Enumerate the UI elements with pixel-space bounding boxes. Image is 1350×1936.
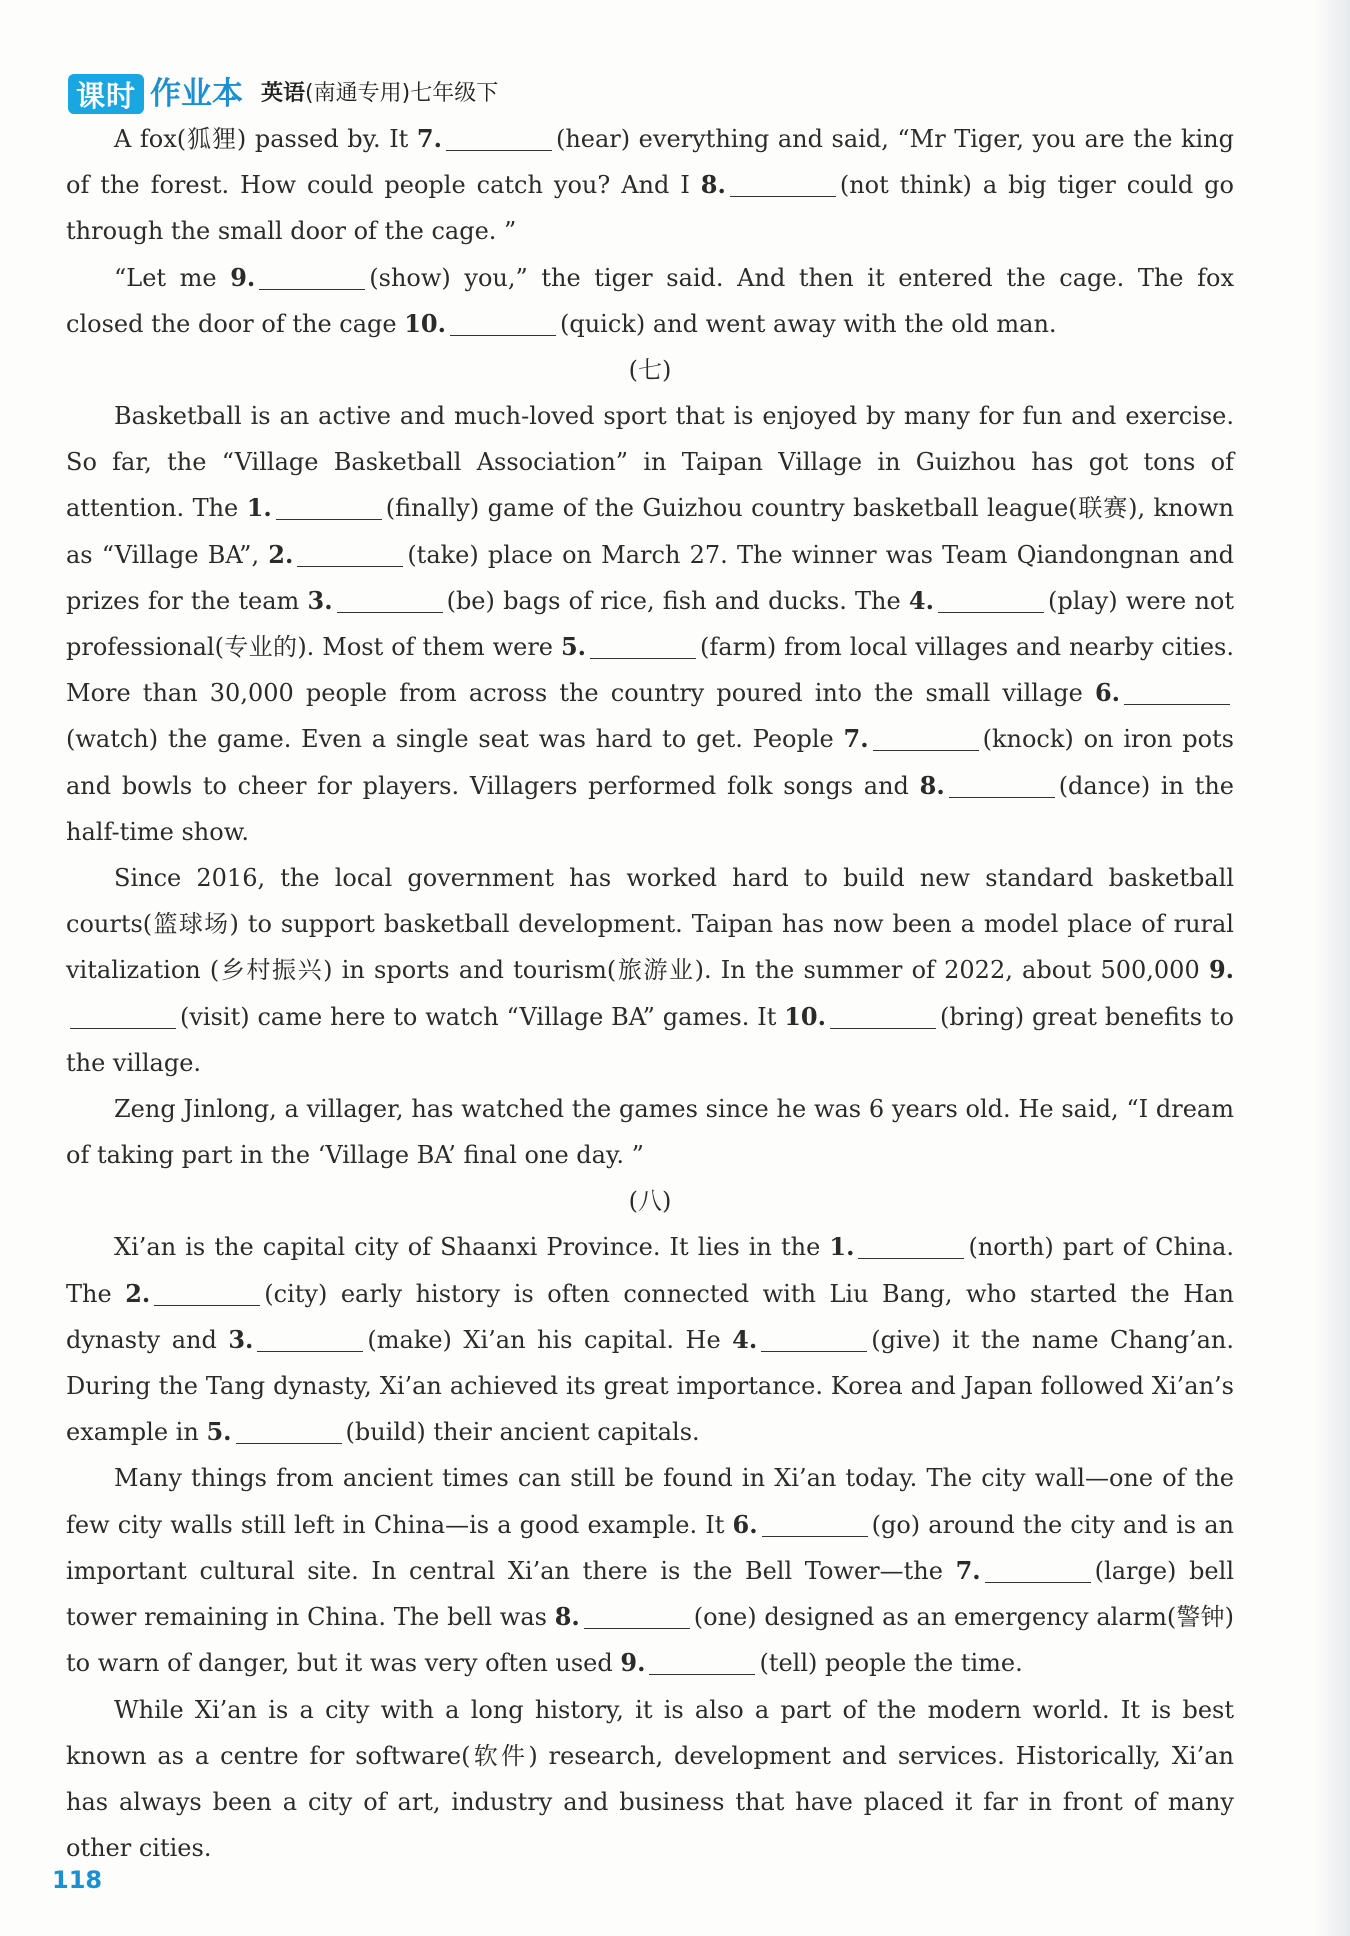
question-number: 10. [784,1001,826,1031]
passage-paragraph [66,1086,1234,1178]
paragraph-text: (one) designed as an emergency alarm(警钟) to warn of danger, but it was very often used [66,1603,1234,1678]
paragraph-text: (knock) on iron pots and bowls to cheer for players. Villagers performed folk songs and [66,725,1234,800]
answer-blank[interactable] [938,610,1044,613]
answer-blank[interactable] [236,1441,342,1444]
paragraph-text: (go) around the city and is an important cultural site. In central Xi’an there is the Bell Tower—the [66,1510,1234,1585]
subject-label [261,74,498,114]
subject-detail: (南通专用)七年级下 [305,81,499,106]
passage-paragraph [66,855,1234,1086]
series-brand: 作业本 [150,76,244,112]
question-number: 6. [1094,678,1120,708]
paragraph-text: (play) were not professional(专业的). Most of them were [66,586,1234,662]
question-number: 5. [560,632,587,662]
question-number: 10. [404,308,446,338]
answer-blank[interactable] [70,1026,176,1029]
paragraph-text: While Xi’an is a city with a long history, it is also a part of the modern world. It is best known as a centre for software(软件) research, development and services. Historically, Xi’an has always been a city of art, industry and business that have placed it far in front of many other cities. [66,1695,1234,1863]
answer-blank[interactable] [584,1626,690,1629]
answer-blank[interactable] [949,795,1055,798]
paragraph-text: (large) bell tower remaining in China. The bell was [66,1556,1234,1632]
paragraph-text: (bring) great benefits to the village. [66,1002,1234,1077]
section-title: (八) [628,1187,672,1216]
section-title: (七) [628,356,672,385]
question-number: 1. [829,1232,855,1262]
question-number: 9. [230,262,256,292]
paragraph-text: (not think) a big tiger could go through the small door of the cage. ” [66,171,1234,246]
paragraph-text: (farm) from local villages and nearby cities. More than 30,000 people from across the country poured into the small village [66,633,1235,708]
paragraph-text: (make) Xi’an his capital. He [367,1325,733,1354]
answer-blank[interactable] [446,148,552,151]
question-number: 3. [228,1324,254,1354]
answer-blank[interactable] [276,517,382,520]
page-header [68,72,498,114]
question-number: 4. [908,585,934,615]
question-number: 8. [700,170,726,200]
answer-blank[interactable] [830,1026,936,1029]
question-number: 1. [246,493,272,523]
question-number: 5. [206,1417,232,1447]
answer-blank[interactable] [985,1580,1091,1583]
passage-paragraph [66,1687,1234,1872]
paragraph-text: Basketball is an active and much-loved sport that is enjoyed by many for fun and exercise. So far, the “Village Basketball Association” in Taipan Village in Guizhou has got tons of attention. The [66,402,1234,523]
exercise-content [66,116,1234,1871]
paragraph-text: Xi’an is the capital city of Shaanxi Province. It lies in the [114,1233,830,1262]
answer-blank[interactable] [1124,702,1230,705]
question-number: 2. [125,1278,151,1308]
answer-blank[interactable] [337,610,443,613]
answer-blank[interactable] [154,1303,260,1306]
paragraph-text: (hear) everything and said, “Mr Tiger, you are the king of the forest. How could people catch you? And I [66,125,1235,200]
paragraph-text: (be) bags of rice, fish and ducks. The [446,586,909,615]
page-edge-shadow [1314,0,1350,1936]
paragraph-text: (finally) game of the Guizhou country basketball league(联赛), known as “Village BA”, [66,494,1234,569]
passage-paragraph [66,1455,1234,1686]
series-logo: 课时 [68,74,144,114]
answer-blank[interactable] [259,287,365,290]
answer-blank[interactable] [450,333,556,336]
question-number: 7. [955,1555,981,1585]
passage-paragraph [66,1224,1234,1455]
answer-blank[interactable] [297,564,403,567]
paragraph-text: (build) their ancient capitals. [345,1418,700,1447]
passage-paragraph [66,255,1234,347]
question-number: 3. [307,585,333,615]
question-number: 4. [732,1324,758,1354]
paragraph-text: Many things from ancient times can still be found in Xi’an today. The city wall—one of the few city walls still left in China—is a good example. It [66,1464,1234,1539]
paragraph-text: (take) place on March 27. The winner was Team Qiandongnan and prizes for the team [66,540,1234,615]
paragraph-text: (give) it the name Chang’an. During the Tang dynasty, Xi’an achieved its great importance. Korea and Japan followed Xi’an’s example in [66,1325,1235,1447]
paragraph-text: A fox(狐狸) passed by. It [114,125,417,153]
paragraph-text: (visit) came here to watch “Village BA” games. It [180,1002,785,1031]
paragraph-text: (show) you,” the tiger said. And then it entered the cage. The fox closed the door of the cage [66,263,1234,338]
answer-blank[interactable] [761,1349,867,1352]
answer-blank[interactable] [590,656,696,659]
question-number: 2. [268,539,294,569]
answer-blank[interactable] [257,1349,363,1352]
answer-blank[interactable] [873,748,979,751]
question-number: 9. [1208,955,1234,985]
passage-paragraph [66,393,1234,855]
answer-blank[interactable] [762,1534,868,1537]
answer-blank[interactable] [649,1672,755,1675]
question-number: 7. [416,124,442,153]
question-number: 6. [732,1509,758,1539]
question-number: 9. [620,1648,646,1678]
paragraph-text: (watch) the game. Even a single seat was hard to get. People [66,725,844,754]
paragraph-text: Since 2016, the local government has worked hard to build new standard basketball courts(篮球场) to support basketball development. Taipan has now been a model place of rural vitalization (乡村振兴) in sports and tourism(旅游业). In the summer of 2022, about 500,000 [66,864,1234,985]
question-number: 8. [919,770,945,800]
answer-blank[interactable] [858,1256,964,1259]
question-number: 7. [843,724,869,754]
paragraph-text: (north) part of China. The [66,1233,1234,1308]
paragraph-text: Zeng Jinlong, a villager, has watched the games since he was 6 years old. He said, “I dream of taking part in the ‘Village BA’ final one day. ” [66,1095,1234,1170]
paragraph-text: (city) early history is often connected with Liu Bang, who started the Han dynasty and [66,1279,1234,1354]
paragraph-text: (dance) in the half-time show. [66,771,1235,846]
page-number: 118 [52,1866,103,1894]
subject-name: 英语 [261,81,306,106]
paragraph-text: (quick) and went away with the old man. [559,309,1057,338]
paragraph-text: (tell) people the time. [759,1649,1023,1678]
question-number: 8. [554,1602,580,1632]
paragraph-text: “Let me [114,263,231,292]
answer-blank[interactable] [730,194,836,197]
passage-paragraph [66,116,1234,255]
